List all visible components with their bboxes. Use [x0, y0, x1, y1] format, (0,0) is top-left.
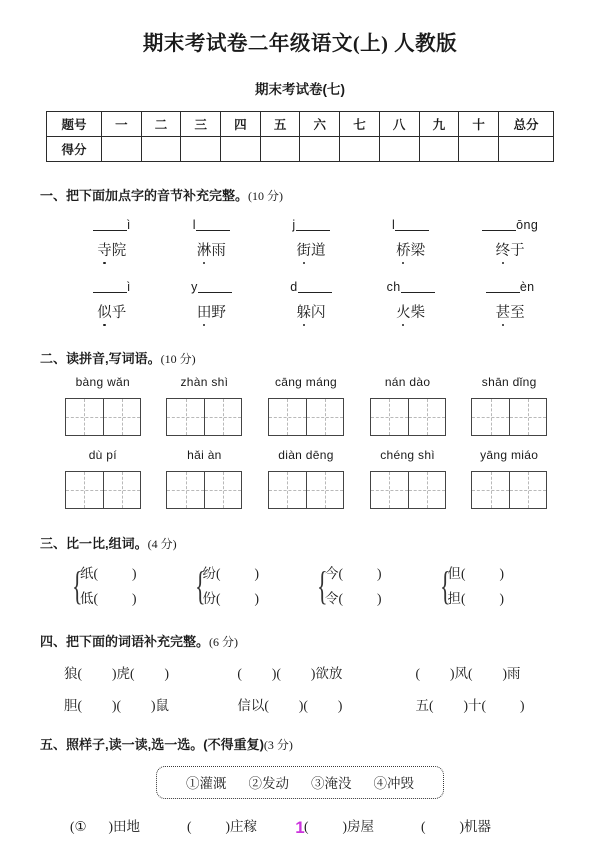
grid-cell[interactable]	[306, 399, 343, 435]
score-input-cell[interactable]	[141, 137, 181, 162]
phrase-item[interactable]	[416, 662, 560, 682]
word-pair	[325, 561, 382, 611]
pinyin-item	[162, 277, 262, 322]
pair-paren-bottom: )	[254, 591, 259, 606]
section-one	[40, 185, 560, 322]
word-rest: 雨	[211, 243, 226, 259]
word-rest: 闪	[310, 305, 326, 321]
grid-cell[interactable]	[472, 472, 509, 508]
character-grid[interactable]	[471, 398, 547, 436]
dotted-char: 街	[296, 239, 311, 260]
score-table	[46, 111, 554, 162]
phrase-part: )	[337, 698, 343, 713]
section-four-title: 把下面的词语补充完整。	[66, 634, 210, 649]
pair-char-bottom: 令(	[325, 591, 343, 606]
pinyin-answer-slot[interactable]	[361, 277, 461, 297]
word-pair-top[interactable]	[448, 561, 505, 586]
dotted-char: 躲	[296, 301, 311, 322]
word-pair-top[interactable]	[203, 561, 260, 586]
pinyin-word	[460, 301, 560, 322]
pinyin-answer-slot[interactable]	[460, 215, 560, 235]
pinyin-blank[interactable]	[296, 217, 330, 231]
word-rest: 柴	[410, 305, 426, 321]
character-grid[interactable]	[65, 471, 141, 509]
score-table-header-cell: 三	[181, 112, 221, 137]
score-input-cell[interactable]	[300, 137, 340, 162]
word-bank-option[interactable]: ①灌溉	[186, 776, 227, 791]
section-five-title: 照样子,读一读,选一选。(不得重复)	[66, 737, 264, 752]
section-five-number: 五、	[40, 737, 67, 752]
section-one-number: 一、	[40, 188, 67, 203]
dotted-char: 火	[396, 301, 411, 322]
pinyin-answer-slot[interactable]	[62, 215, 162, 235]
pair-paren-bottom: )	[132, 591, 137, 606]
score-input-cell[interactable]	[260, 137, 300, 162]
pair-char-top: 纷(	[202, 566, 221, 581]
pinyin-answer-slot[interactable]	[361, 215, 461, 235]
section-two-heading	[40, 348, 560, 367]
word-pair-bottom[interactable]	[203, 586, 260, 611]
score-table-header-cell: 五	[260, 112, 300, 137]
phrase-part: (	[415, 666, 421, 681]
score-table-header-cell: 六	[300, 112, 340, 137]
write-word-pinyin: diàn dēng	[278, 448, 334, 462]
word-pair-top[interactable]	[325, 561, 382, 586]
curly-brace-icon: {	[72, 562, 83, 608]
pinyin-answer-slot[interactable]	[162, 215, 262, 235]
section-four	[40, 631, 560, 714]
word-pair-bottom[interactable]	[80, 586, 137, 611]
grid-cell[interactable]	[66, 399, 103, 435]
grid-cell[interactable]	[408, 472, 445, 508]
phrase-part: )	[164, 666, 169, 681]
dotted-char: 淋	[197, 239, 212, 260]
pinyin-item	[460, 215, 560, 260]
write-word-pinyin: nán dào	[384, 375, 431, 389]
phrase-row-2	[40, 694, 560, 714]
score-table-header-cell: 九	[419, 112, 459, 137]
section-four-points: (6 分)	[209, 635, 239, 649]
section-one-points: (10 分)	[248, 189, 284, 203]
grid-cell[interactable]	[204, 399, 241, 435]
paren-close: )	[459, 819, 464, 834]
phrase-part: )欲放	[310, 666, 343, 681]
paren-close: )	[225, 819, 230, 834]
pinyin-answer-slot[interactable]	[162, 277, 262, 297]
write-word-pinyin: yāng miáo	[480, 448, 539, 462]
pinyin-word	[62, 239, 162, 260]
answer-blank[interactable]: ①	[74, 819, 87, 834]
pinyin-suffix: ì	[126, 280, 131, 294]
write-word-item	[52, 448, 154, 509]
pair-char-bottom: 低(	[80, 591, 98, 606]
write-word-item	[154, 448, 256, 509]
word-rest: 至	[510, 305, 525, 321]
section-four-heading	[40, 631, 560, 650]
curly-brace-icon: {	[317, 562, 328, 608]
pinyin-word	[261, 239, 361, 260]
paren-open: (	[70, 819, 75, 834]
score-table-header-cell: 八	[379, 112, 419, 137]
word-pair-group	[193, 561, 316, 611]
pinyin-row-2	[40, 277, 560, 322]
page-title: 期末考试卷二年级语文(上) 人教版	[142, 33, 458, 55]
paren-open: (	[187, 819, 192, 834]
score-input-cell[interactable]	[459, 137, 499, 162]
phrase-item[interactable]	[64, 662, 237, 682]
word-bank	[156, 766, 444, 799]
phrase-part: 五(	[415, 698, 434, 713]
score-table-header-cell: 二	[141, 112, 181, 137]
grid-cell[interactable]	[269, 399, 306, 435]
pinyin-item	[460, 277, 560, 322]
pinyin-prefix: ch	[386, 280, 401, 294]
phrase-row-1	[40, 662, 560, 682]
pinyin-suffix: èn	[519, 280, 535, 294]
word-pair-bottom[interactable]	[448, 586, 505, 611]
pinyin-blank[interactable]	[482, 217, 516, 231]
word-rest: 于	[510, 243, 525, 259]
phrase-item[interactable]	[237, 662, 415, 682]
write-word-item	[357, 448, 459, 509]
paren-close: )	[342, 819, 347, 834]
word-bank-option[interactable]: ④冲毁	[373, 776, 414, 791]
pinyin-answer-slot[interactable]	[261, 215, 361, 235]
write-word-item	[458, 375, 560, 436]
grid-cell[interactable]	[371, 472, 408, 508]
pinyin-prefix: y	[191, 280, 198, 294]
pinyin-item	[261, 277, 361, 322]
write-word-pinyin: hǎi àn	[187, 448, 222, 462]
phrase-part: )(	[271, 666, 281, 681]
pinyin-word	[361, 239, 461, 260]
pinyin-prefix: d	[290, 280, 298, 294]
score-input-cell[interactable]	[340, 137, 380, 162]
score-table-row-label: 题号	[47, 112, 102, 137]
pinyin-item	[62, 277, 162, 322]
section-three-body	[40, 561, 560, 611]
phrase-item[interactable]	[237, 694, 415, 714]
character-grid[interactable]	[268, 398, 344, 436]
curly-brace-icon: {	[439, 562, 451, 608]
phrase-part: )雨	[502, 666, 521, 681]
word-rest: 梁	[410, 243, 426, 259]
phrase-item[interactable]	[416, 694, 560, 714]
curly-brace-icon: {	[194, 562, 206, 608]
page-number: 1	[295, 818, 305, 837]
pinyin-prefix: l	[192, 218, 196, 232]
table-row	[47, 112, 554, 137]
score-input-cell-total[interactable]	[499, 137, 554, 162]
phrase-item[interactable]	[64, 694, 237, 714]
pair-paren-top: )	[377, 566, 382, 581]
grid-cell[interactable]	[371, 399, 408, 435]
pinyin-word	[361, 301, 461, 322]
grid-cell[interactable]	[472, 399, 509, 435]
dotted-char: 甚	[496, 301, 511, 322]
grid-cell[interactable]	[509, 399, 546, 435]
pair-paren-top: )	[132, 566, 137, 581]
phrase-part: )(	[112, 698, 121, 713]
character-grid[interactable]	[65, 398, 141, 436]
section-two-title: 读拼音,写词语。	[66, 351, 161, 366]
write-word-item	[357, 375, 459, 436]
grid-cell[interactable]	[306, 472, 343, 508]
word-pair	[448, 561, 505, 611]
pinyin-answer-slot[interactable]	[62, 277, 162, 297]
word-pair-group	[70, 561, 193, 611]
pinyin-blank[interactable]	[401, 279, 435, 293]
phrase-part: )虎(	[112, 666, 135, 681]
score-input-cell[interactable]	[379, 137, 419, 162]
score-table-header-cell: 七	[340, 112, 380, 137]
section-two	[40, 348, 560, 509]
pinyin-item	[162, 215, 262, 260]
pinyin-blank[interactable]	[93, 279, 127, 293]
pinyin-word	[62, 301, 162, 322]
phrase-part: )(	[298, 698, 308, 713]
pinyin-blank[interactable]	[93, 217, 127, 231]
phrase-part: 胆(	[64, 698, 82, 713]
section-one-title: 把下面加点字的音节补充完整。	[66, 188, 249, 203]
write-word-row-2	[40, 448, 560, 509]
grid-cell[interactable]	[269, 472, 306, 508]
grid-cell[interactable]	[204, 472, 241, 508]
pair-char-bottom: 份(	[202, 591, 221, 606]
grid-cell[interactable]	[167, 399, 204, 435]
character-grid[interactable]	[166, 398, 242, 436]
word-pair	[80, 561, 137, 611]
write-word-item	[255, 448, 357, 509]
section-one-heading	[40, 185, 560, 204]
pinyin-blank[interactable]	[486, 279, 520, 293]
pinyin-suffix: ōng	[516, 218, 539, 232]
pair-char-top: 但(	[447, 566, 466, 581]
word-pair-group	[315, 561, 438, 611]
answer-word: 田地	[113, 819, 140, 834]
write-word-item	[458, 448, 560, 509]
section-five-heading	[40, 734, 560, 753]
phrase-part: )十(	[463, 698, 487, 713]
answer-word: 庄稼	[230, 819, 257, 834]
phrase-part: (	[237, 666, 242, 681]
score-table-header-cell: 一	[102, 112, 142, 137]
pinyin-prefix: l	[391, 218, 396, 232]
pair-char-top: 纸(	[80, 566, 98, 581]
pair-paren-bottom: )	[377, 591, 382, 606]
pinyin-item	[361, 215, 461, 260]
word-pair	[203, 561, 260, 611]
section-five-points: (3 分)	[263, 738, 293, 752]
pinyin-blank[interactable]	[198, 279, 232, 293]
phrase-part: )	[520, 698, 525, 713]
grid-cell[interactable]	[103, 472, 140, 508]
score-table-row-label: 得分	[47, 137, 102, 162]
section-four-number: 四、	[40, 634, 67, 649]
score-table-header-cell: 十	[459, 112, 499, 137]
dotted-char: 寺	[97, 239, 112, 260]
answer-word: 房屋	[347, 819, 374, 834]
phrase-part: 信以(	[237, 698, 269, 713]
word-rest: 乎	[111, 305, 127, 321]
grid-cell[interactable]	[103, 399, 140, 435]
paren-close: )	[108, 819, 113, 834]
write-word-pinyin: zhàn shì	[180, 375, 229, 389]
score-input-cell[interactable]	[181, 137, 221, 162]
pair-char-bottom: 担(	[447, 591, 466, 606]
section-three-points: (4 分)	[147, 537, 177, 551]
pinyin-answer-slot[interactable]	[460, 277, 560, 297]
pinyin-word	[162, 301, 262, 322]
pinyin-blank[interactable]	[196, 217, 230, 231]
write-word-pinyin: cāng máng	[274, 375, 338, 389]
pinyin-word	[261, 301, 361, 322]
paren-open: (	[421, 819, 426, 834]
pinyin-suffix: ì	[126, 218, 131, 232]
write-word-item	[255, 375, 357, 436]
grid-cell[interactable]	[167, 472, 204, 508]
grid-cell[interactable]	[66, 472, 103, 508]
score-input-cell[interactable]	[221, 137, 261, 162]
section-three-number: 三、	[40, 536, 67, 551]
answer-word: 机器	[464, 819, 491, 834]
pair-char-top: 今(	[325, 566, 343, 581]
write-word-pinyin: shān dǐng	[481, 375, 537, 389]
score-table-header-cell: 四	[221, 112, 261, 137]
word-pair-group	[438, 561, 561, 611]
word-rest: 道	[310, 243, 326, 259]
pair-paren-top: )	[499, 566, 504, 581]
grid-cell[interactable]	[408, 399, 445, 435]
section-two-points: (10 分)	[160, 352, 196, 366]
word-bank-option[interactable]: ②发动	[248, 776, 289, 791]
pinyin-blank[interactable]	[395, 217, 429, 231]
dotted-char: 终	[496, 239, 511, 260]
write-word-item	[52, 375, 154, 436]
pinyin-row-1	[40, 215, 560, 260]
character-grid[interactable]	[471, 471, 547, 509]
section-three-heading	[40, 533, 560, 552]
write-word-pinyin: chéng shì	[380, 448, 435, 462]
score-input-cell[interactable]	[419, 137, 459, 162]
score-table-total-header: 总分	[499, 112, 554, 137]
word-pair-top[interactable]	[80, 561, 137, 586]
page-subtitle: 期末考试卷(七)	[255, 82, 345, 97]
write-word-row-1	[40, 375, 560, 436]
grid-cell[interactable]	[509, 472, 546, 508]
write-word-pinyin: bàng wǎn	[75, 375, 131, 389]
phrase-part: )鼠	[151, 698, 169, 713]
pair-paren-bottom: )	[499, 591, 504, 606]
character-grid[interactable]	[370, 398, 446, 436]
section-one-body	[40, 215, 560, 322]
pinyin-answer-slot[interactable]	[261, 277, 361, 297]
section-two-number: 二、	[40, 351, 67, 366]
word-bank-option[interactable]: ③淹没	[311, 776, 352, 791]
pair-paren-top: )	[254, 566, 259, 581]
paren-open: (	[304, 819, 309, 834]
pinyin-item	[361, 277, 461, 322]
word-rest: 院	[111, 243, 127, 259]
pinyin-item	[62, 215, 162, 260]
table-row	[47, 137, 554, 162]
section-two-body	[40, 375, 560, 509]
phrase-part: 狼(	[64, 666, 82, 681]
section-three	[40, 533, 560, 611]
phrase-part: )风(	[450, 666, 473, 681]
write-word-pinyin: dù pí	[88, 448, 117, 462]
score-input-cell[interactable]	[102, 137, 142, 162]
character-grid[interactable]	[370, 471, 446, 509]
word-rest: 野	[211, 305, 226, 321]
character-grid[interactable]	[268, 471, 344, 509]
write-word-item	[154, 375, 256, 436]
pinyin-word	[460, 239, 560, 260]
pinyin-item	[261, 215, 361, 260]
pinyin-word	[162, 239, 262, 260]
word-pair-bottom[interactable]	[325, 586, 382, 611]
section-three-title: 比一比,组词。	[66, 536, 148, 551]
pinyin-blank[interactable]	[298, 279, 332, 293]
dotted-char: 田	[197, 301, 212, 322]
character-grid[interactable]	[166, 471, 242, 509]
dotted-char: 桥	[396, 239, 411, 260]
dotted-char: 似	[97, 301, 112, 322]
pinyin-prefix: j	[292, 218, 296, 232]
